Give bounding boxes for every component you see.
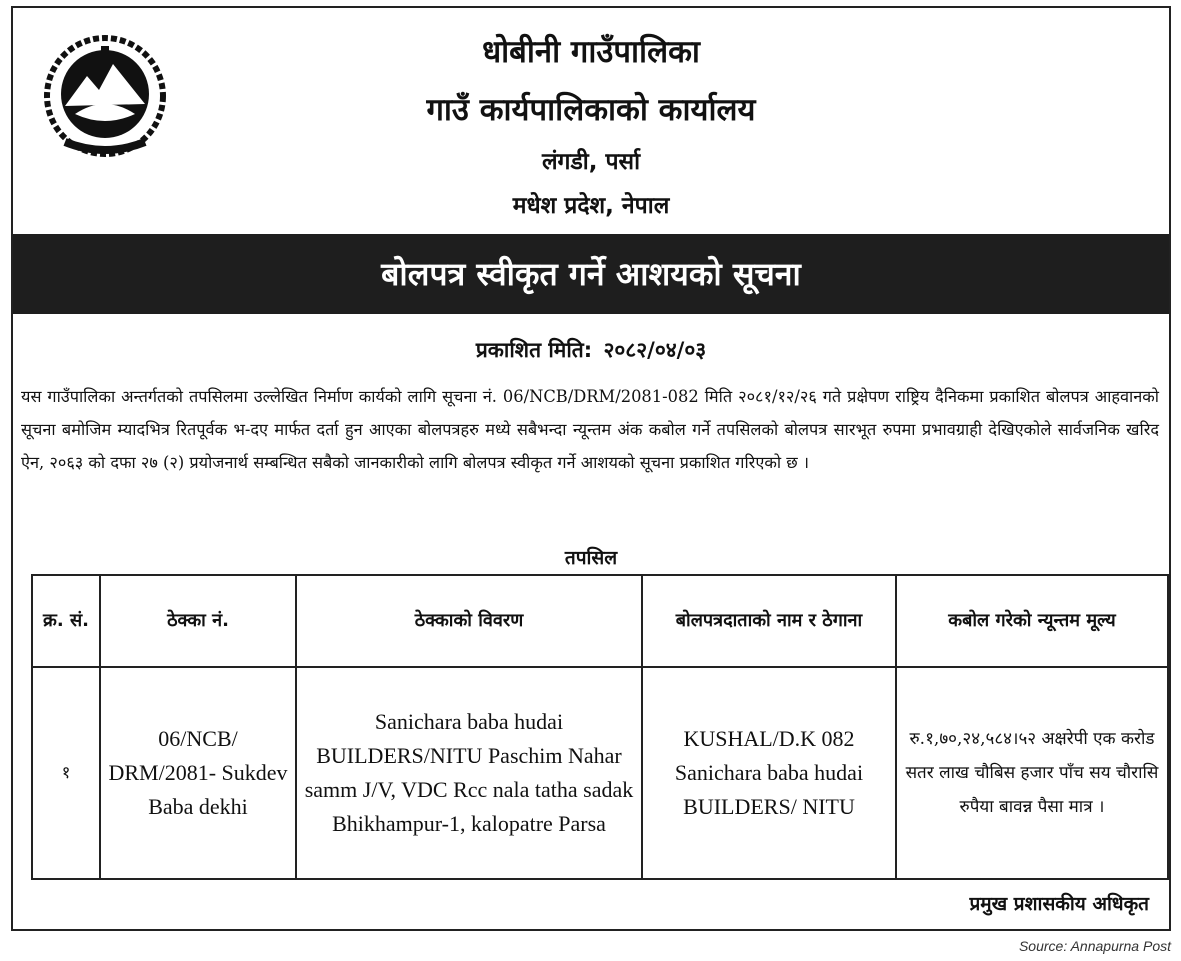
cell-bidder: KUSHAL/D.K 082 Sanichara baba hudai BUILDERS/ NITU (642, 667, 896, 879)
signature-title: प्रमुख प्रशासकीय अधिकृत (969, 893, 1149, 915)
col-header-contract-no: ठेक्का नं. (100, 575, 296, 667)
col-header-price: कबोल गरेको न्यून्तम मूल्य (896, 575, 1168, 667)
cell-price: रु.१,७०,२४,५८४।५२ अक्षरेपी एक करोड सतर लाख चौबिस हजार पाँच सय चौरासि रुपैया बावन्न पैसा मात्र । (896, 667, 1168, 879)
notice-frame (11, 6, 1171, 931)
cell-contract-no: 06/NCB/ DRM/2081- Sukdev Baba dekhi (100, 667, 296, 879)
office-name: गाउँ कार्यपालिकाको कार्यालय (426, 92, 756, 128)
cell-sn: १ (32, 667, 100, 879)
schedule-heading: तपसिल (564, 547, 618, 569)
col-header-description: ठेक्काको विवरण (296, 575, 642, 667)
cell-description: Sanichara baba hudai BUILDERS/NITU Paschim Nahar samm J/V, VDC Rcc nala tatha sadak Bhikhampur-1, kalopatre Parsa (296, 667, 642, 879)
source-credit: Source: Annapurna Post (1018, 938, 1171, 954)
table-header-row (32, 575, 1168, 667)
notice-title-banner: बोलपत्र स्वीकृत गर्ने आशयको सूचना (13, 234, 1169, 314)
publish-date-label: प्रकाशित मिति: (475, 338, 593, 362)
notice-paragraph: यस गाउँपालिका अन्तर्गतको तपसिलमा उल्लेखित निर्माण कार्यको लागि सूचना नं. 06/NCB/DRM/2081-082 मिति २०८१/१२/२६ गते प्रक्षेपण राष्ट्रिय दैनिकमा प्रकाशित बोलपत्र आहवानको सूचना बमोजिम म्यादभित्र रितपूर्वक भ-दए मार्फत दर्ता हुन आएका बोलपत्रहरु मध्ये सबैभन्दा न्यून्तम अंक कबोल गर्ने तपसिलको बोलपत्र सारभूत रुपमा प्रभावग्राही देखिएकोले सार्वजनिक खरिद ऐन, २०६३ को दफा २७ (२) प्रयोजनार्थ सम्बन्धित सबैको जानकारीको लागि बोलपत्र स्वीकृत गर्ने आशयको सूचना प्रकाशित गरिएको छ । (21, 387, 1159, 472)
publish-date-value: २०८२/०४/०३ (603, 338, 707, 362)
municipality-name: धोबीनी गाउँपालिका (482, 34, 700, 70)
publish-date-line (13, 336, 1169, 364)
contract-table (31, 574, 1169, 880)
table-row (32, 667, 1168, 879)
col-header-sn: क्र. सं. (32, 575, 100, 667)
office-location: लंगडी, पर्सा (541, 149, 641, 175)
col-header-bidder: बोलपत्रदाताको नाम र ठेगाना (642, 575, 896, 667)
province-country: मधेश प्रदेश, नेपाल (512, 193, 670, 219)
